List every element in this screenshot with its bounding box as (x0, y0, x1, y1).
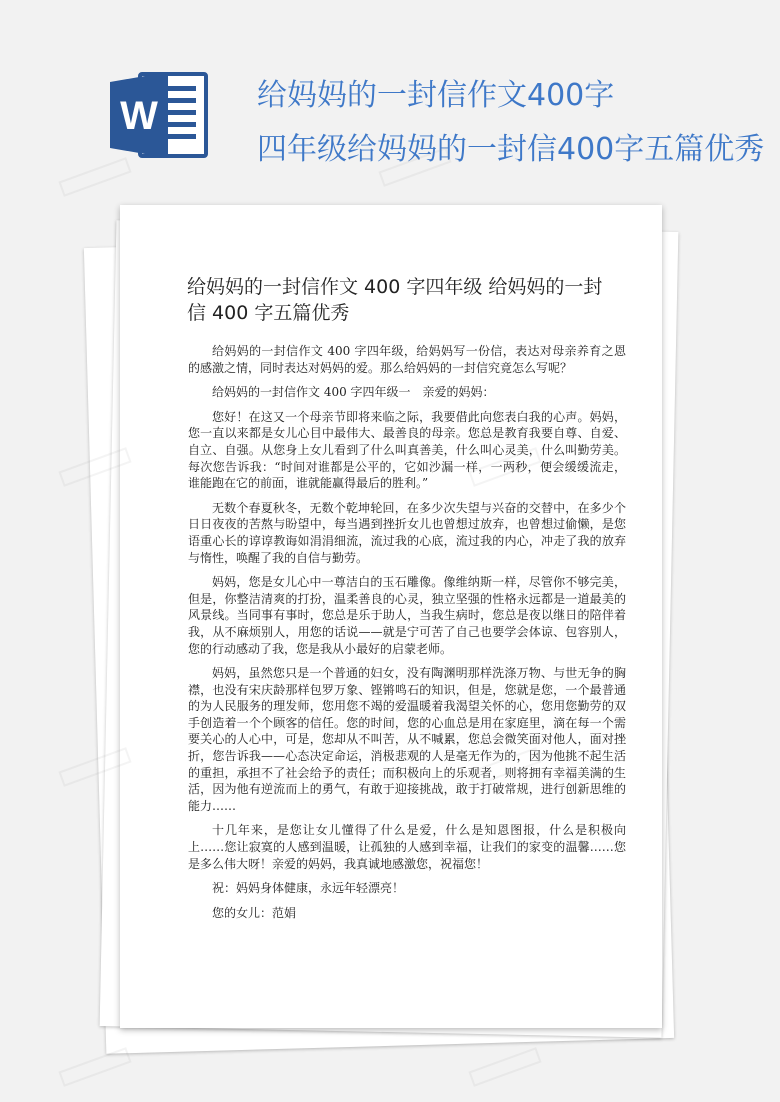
document-paragraph: 无数个春夏秋冬，无数个乾坤轮回，在多少次失望与兴奋的交替中，在多少个日日夜夜的苦熬与盼望中，每当遇到挫折女儿也曾想过放弃，也曾想过偷懒，是您语重心长的谆谆教诲如涓涓细流，流过我的心底，流过我的内心，冲走了我的放弃与惰性，唤醒了我的自信与勤劳。 (188, 500, 626, 565)
banner-title-line2: 四年级给妈妈的一封信400字五篇优秀 (257, 132, 765, 167)
document-title: 给妈妈的一封信作文 400 字四年级 给妈妈的一封信 400 字五篇优秀 (187, 276, 603, 324)
document-paragraph: 祝：妈妈身体健康，永远年轻漂亮！ (212, 881, 405, 896)
document-body (188, 343, 626, 929)
banner (0, 0, 780, 200)
document-paragraph: 您好！在这又一个母亲节即将来临之际，我要借此向您表白我的心声。妈妈，您一直以来都是女儿心目中最伟大、最善良的母亲。您总是教育我要自尊、自爱、自立、自强。从您身上女儿看到了什么叫真善美，什么叫心灵美，什么叫勤劳美。每次您告诉我：“时间对谁都是公平的，它如沙漏一样，一两秒，便会缓缓流走，谁能跑在它的前面，谁就能赢得最后的胜利。” (188, 409, 626, 491)
document-paragraph: 十几年来，是您让女儿懂得了什么是爱，什么是知恩图报，什么是积极向上……您让寂寞的人感到温暖，让孤独的人感到幸福，让我们的家变的温馨……您是多么伟大呀！亲爱的妈妈，我真诚地感激您，祝福您！ (188, 823, 626, 871)
banner-title-line1: 给妈妈的一封信作文400字 (257, 78, 615, 113)
document-paragraph: 妈妈，虽然您只是一个普通的妇女，没有陶渊明那样洗涤万物、与世无争的胸襟，也没有宋庆龄那样包罗万象、铿锵鸣石的知识，但是，您就是您，一个最普通的为人民服务的理发师，您用您不竭的爱温暖着我渴望关怀的心，您用您勤劳的双手创造着一个个顾客的信任。您的时间，您的心血总是用在家庭里，滴在每一个需要关心的人心中，可是，您却从不叫苦，从不喊累，您总会微笑面对他人，面对挫折，您告诉我——心态决定命运，消极悲观的人是毫无作为的，因为他挑不起生活的重担，承担不了社会给予的责任；而积极向上的乐观者，则将拥有幸福美满的生活，因为他有逆流而上的勇气，有敢于迎接挑战，敢于打破常规，进行创新思维的能力…… (188, 666, 626, 813)
document-paragraph: 您的女儿：范娟 (212, 905, 297, 920)
document-paragraph: 妈妈，您是女儿心中一尊洁白的玉石雕像。像维纳斯一样，尽管你不够完美，但是，你整洁清爽的打扮，温柔善良的心灵，独立坚强的性格永远都是一道最美的风景线。当同事有事时，您总是乐于助人，当我生病时，您总是夜以继日的陪伴着我，从不麻烦别人，用您的话说——就是宁可苦了自己也要学会体谅、包容别人，您的行动感动了我，您是我从小最好的启蒙老师。 (188, 575, 626, 656)
word-document-icon (108, 68, 210, 162)
document-paragraph: 给妈妈的一封信作文 400 字四年级，给妈妈写一份信，表达对母亲养育之恩的感激之情，同时表达对妈妈的爱。那么给妈妈的一封信究竟怎么写呢？ (188, 344, 626, 375)
document-paragraph: 给妈妈的一封信作文 400 字四年级一 亲爱的妈妈： (212, 385, 495, 400)
word-icon-letter: W (120, 94, 158, 138)
